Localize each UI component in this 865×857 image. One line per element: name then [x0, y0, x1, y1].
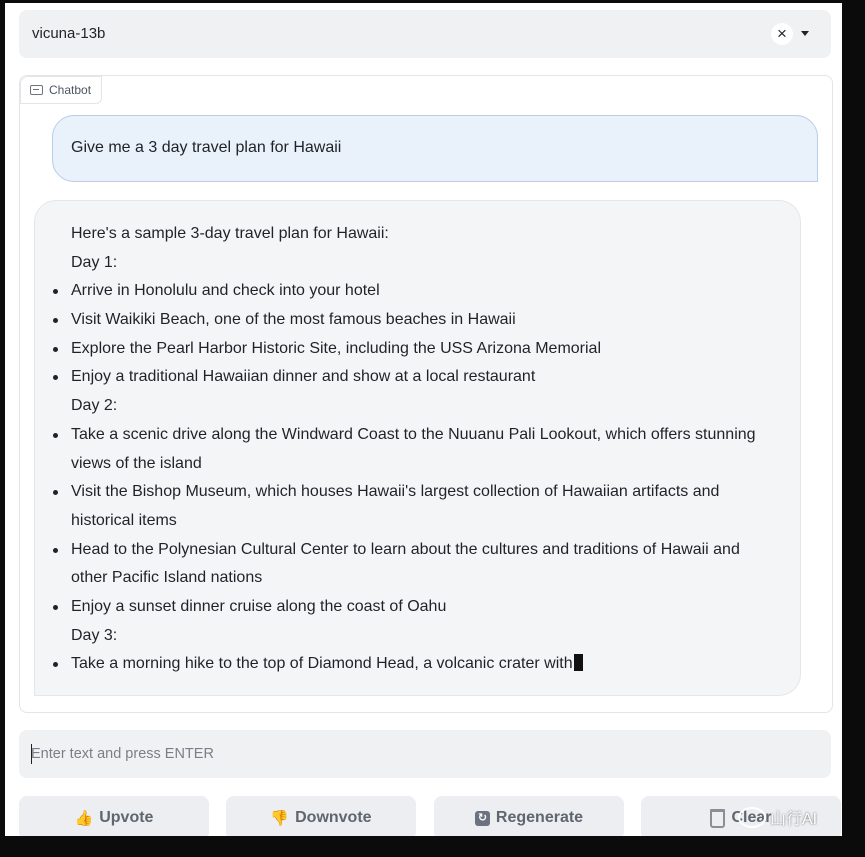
- bullet-point-icon: [53, 605, 58, 610]
- bot-message-line-text: Arrive in Honolulu and check into your hotel: [71, 282, 380, 300]
- model-dropdown[interactable]: [19, 10, 831, 58]
- bullet-point-icon: [53, 347, 58, 352]
- bot-message-content: [35, 220, 800, 679]
- thumbs-up-icon: 👍: [74, 810, 94, 827]
- watermark: [738, 806, 817, 829]
- chatbot-label-text: Chatbot: [49, 83, 92, 97]
- bot-message-line-text: views of the island: [71, 454, 202, 472]
- bot-message-bullet-item: [35, 277, 800, 306]
- bot-message-line-text: Head to the Polynesian Cultural Center to learn about the cultures and traditions of Hawaii and: [71, 540, 740, 558]
- trash-icon: [710, 809, 725, 828]
- bullet-point-icon: [53, 318, 58, 323]
- model-selected-value: vicuna-13b: [32, 25, 106, 42]
- bot-message-line-text: Visit Waikiki Beach, one of the most famous beaches in Hawaii: [71, 311, 516, 329]
- bot-message-bullet-item: [35, 650, 800, 679]
- close-icon[interactable]: ×: [771, 23, 793, 45]
- wechat-logo-icon: [738, 807, 766, 828]
- bot-message-line-text: Day 1:: [71, 253, 118, 271]
- streaming-cursor: [574, 654, 583, 671]
- bot-message-line-text: Take a morning hike to the top of Diamond Head, a volcanic crater with: [71, 655, 573, 673]
- bot-message-line: [35, 450, 800, 479]
- regenerate-label: Regenerate: [495, 809, 584, 826]
- bot-message-line: [35, 392, 800, 421]
- bot-message-line: [35, 220, 800, 249]
- upvote-button[interactable]: [19, 796, 209, 836]
- user-message-text: Give me a 3 day travel plan for Hawaii: [71, 139, 342, 156]
- bullet-point-icon: [53, 548, 58, 553]
- message-input[interactable]: [19, 730, 831, 778]
- bot-message-bullet-item: [35, 306, 800, 335]
- bullet-point-icon: [53, 375, 58, 380]
- bot-message-line-text: Take a scenic drive along the Windward Coast to the Nuuanu Pali Lookout, which offers stunning: [71, 425, 756, 443]
- bullet-point-icon: [53, 433, 58, 438]
- thumbs-down-icon: 👎: [270, 810, 290, 827]
- bot-message-bullet-item: [35, 363, 800, 392]
- chevron-down-icon[interactable]: [801, 31, 809, 36]
- bot-message-line: [35, 507, 800, 536]
- upvote-label: Upvote: [99, 809, 154, 826]
- chatbot-panel: [19, 75, 833, 713]
- bot-message-line-text: historical items: [71, 511, 177, 529]
- bot-message-bullet-item: [35, 536, 800, 565]
- bullet-point-icon: [53, 662, 58, 667]
- text-cursor: [31, 744, 32, 764]
- bot-message-line-text: Here's a sample 3-day travel plan for Hawaii:: [71, 225, 389, 242]
- bot-message-line: [35, 249, 800, 278]
- bot-message-line-text: Explore the Pearl Harbor Historic Site, including the USS Arizona Memorial: [71, 339, 602, 357]
- refresh-icon: ↻: [475, 811, 490, 826]
- bot-message-line-text: Day 3:: [71, 626, 118, 644]
- bot-message-line-text: other Pacific Island nations: [71, 569, 263, 587]
- bot-message-bullet-item: [35, 478, 800, 507]
- chat-icon: [30, 85, 43, 95]
- chatbot-label: [20, 76, 102, 104]
- clear-label: Clear: [731, 809, 772, 826]
- downvote-button[interactable]: [226, 796, 416, 836]
- bullet-point-icon: [53, 289, 58, 294]
- bot-message-line: [35, 622, 800, 651]
- bot-message-line-text: Enjoy a traditional Hawaiian dinner and show at a local restaurant: [71, 368, 536, 386]
- bot-message-bullet-item: [35, 335, 800, 364]
- regenerate-button[interactable]: [434, 796, 624, 836]
- bot-message-bullet-item: [35, 421, 800, 450]
- bot-message-bubble: [34, 200, 801, 696]
- bullet-point-icon: [53, 490, 58, 495]
- chat-app-window: [5, 3, 842, 836]
- downvote-label: Downvote: [295, 809, 372, 826]
- bot-message-line-text: Enjoy a sunset dinner cruise along the coast of Oahu: [71, 597, 447, 615]
- bot-message-line: [35, 564, 800, 593]
- bot-message-line-text: Visit the Bishop Museum, which houses Hawaii's largest collection of Hawaiian artifacts and: [71, 483, 720, 501]
- watermark-text: 山行AI: [770, 811, 818, 828]
- bot-message-line-text: Day 2:: [71, 397, 118, 415]
- bot-message-bullet-item: [35, 593, 800, 622]
- user-message-bubble: [52, 115, 818, 182]
